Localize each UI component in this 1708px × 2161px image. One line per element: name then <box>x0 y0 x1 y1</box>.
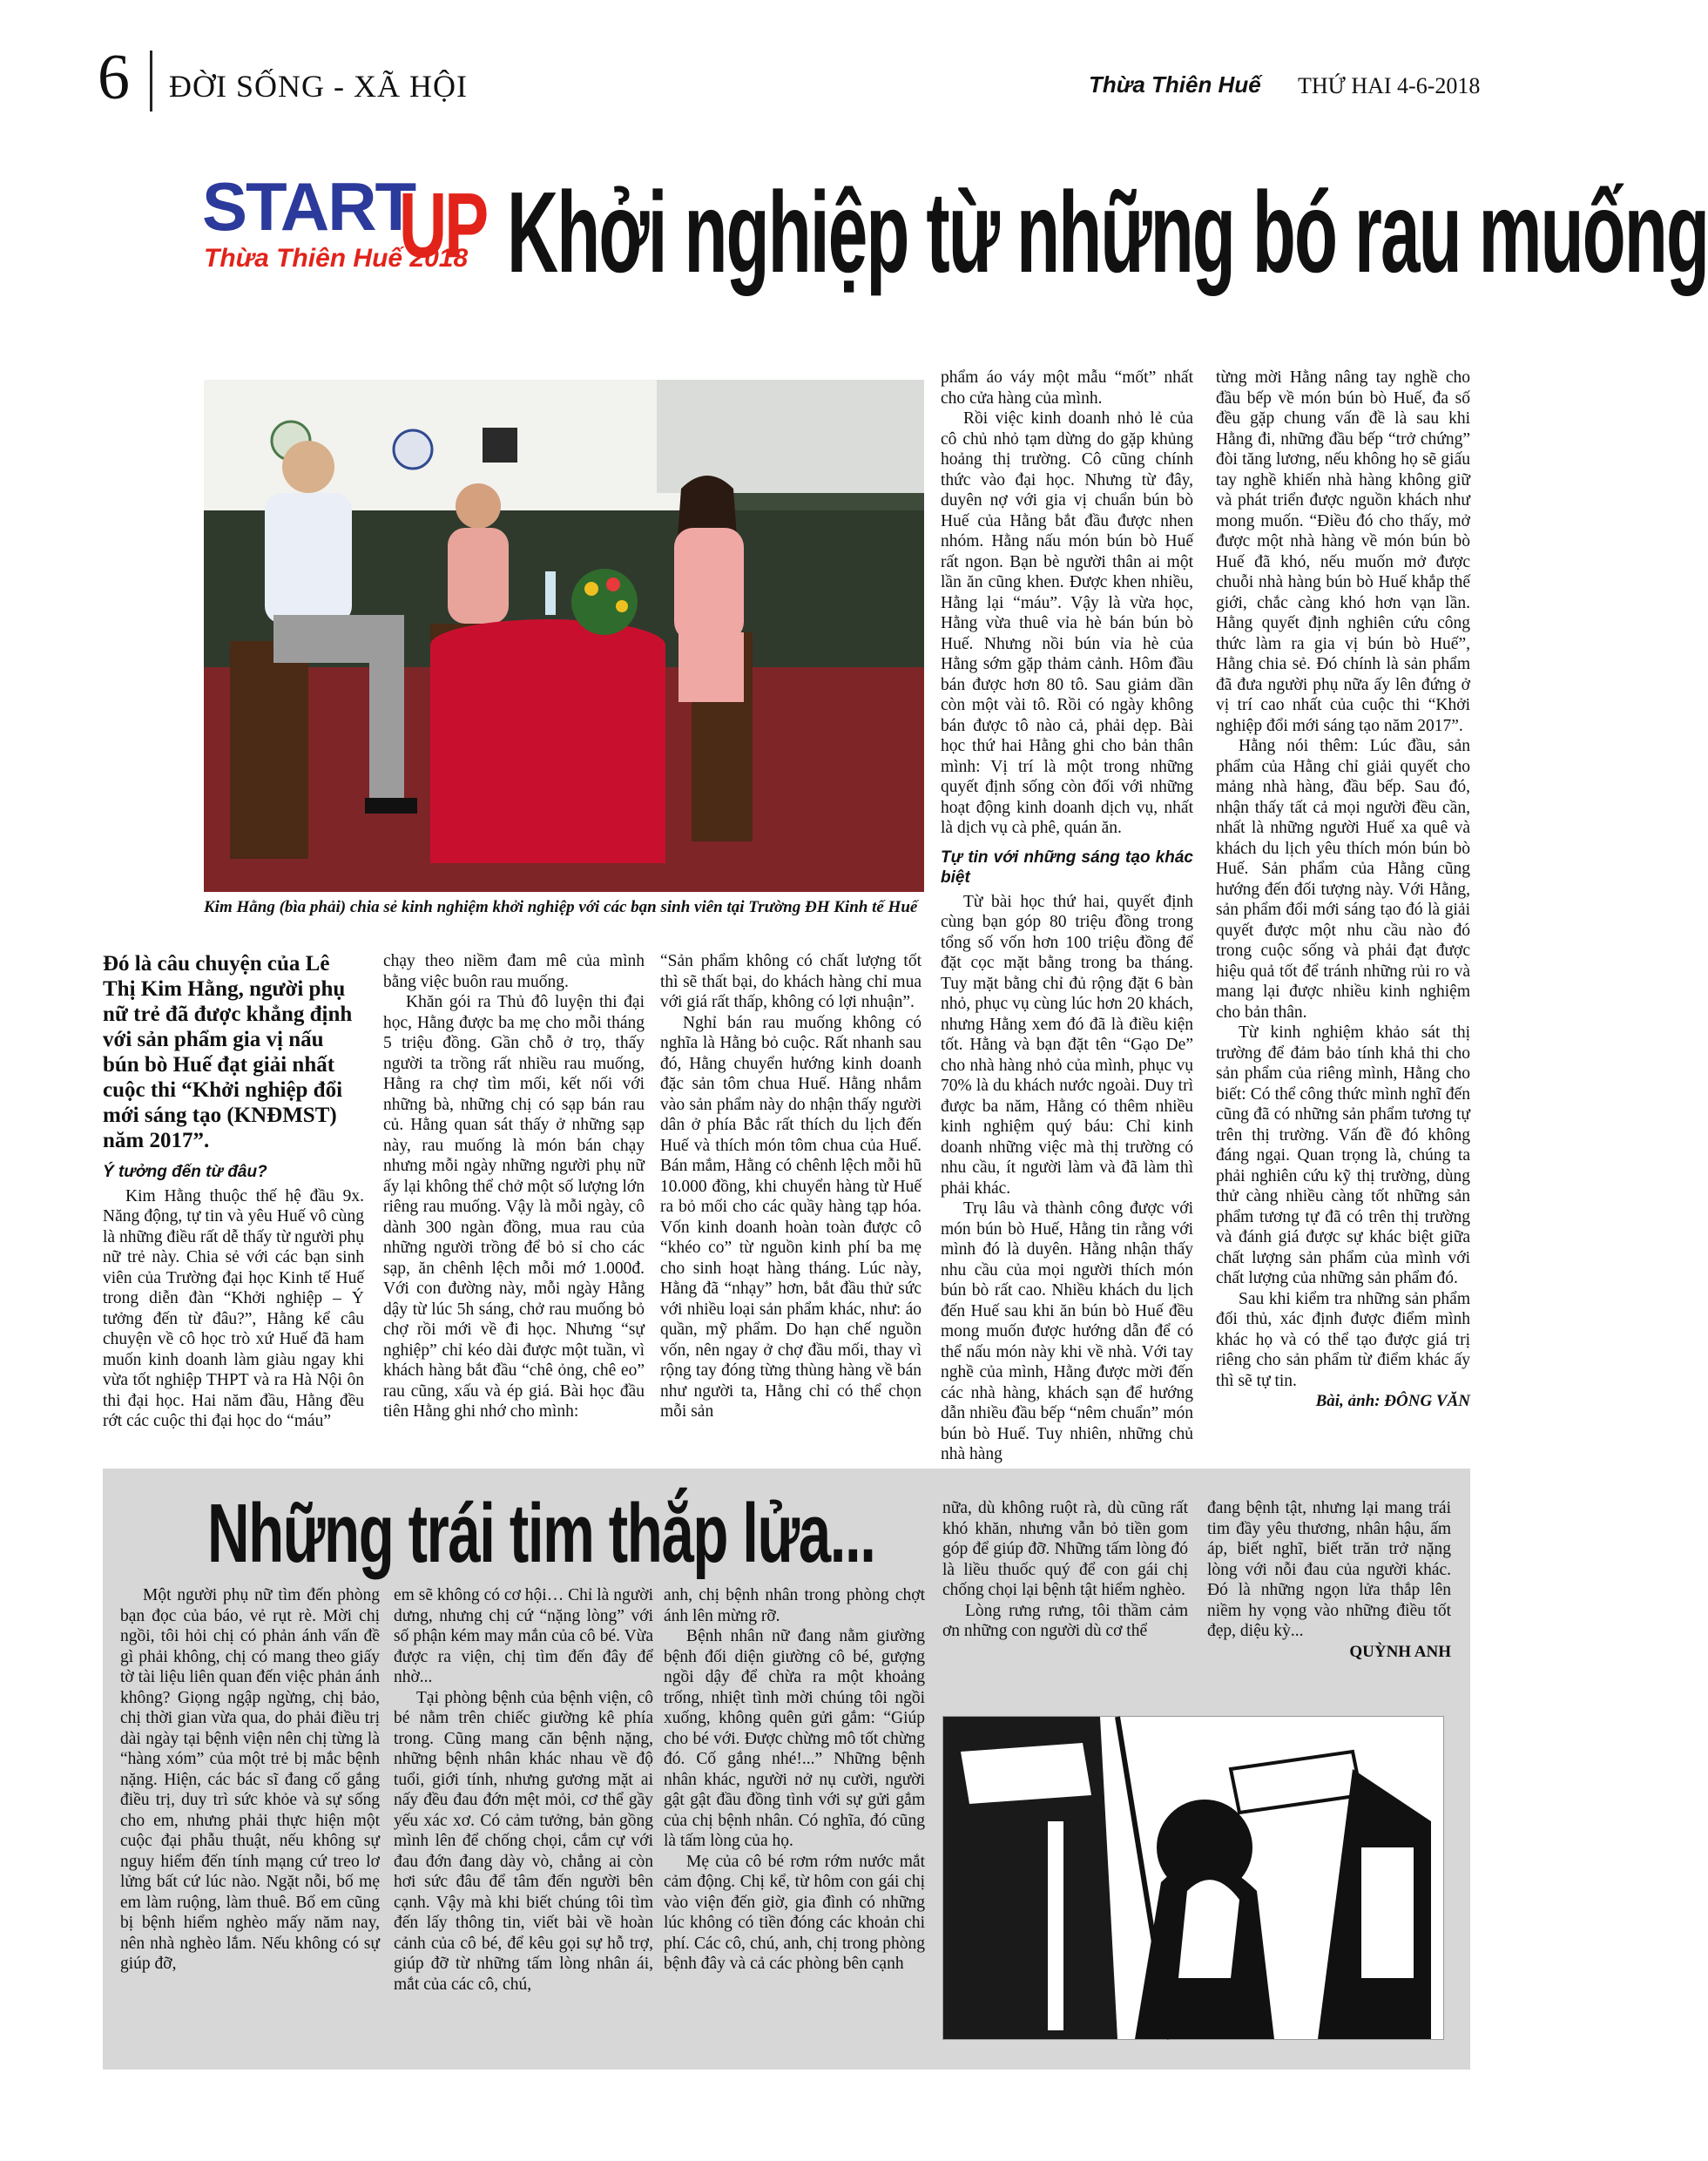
article-column-5 <box>1216 368 1470 1412</box>
issue-date: THỨ HAI 4-6-2018 <box>1298 73 1481 98</box>
sidebar-article-headline: Những trái tim thắp lửa... <box>207 1487 875 1580</box>
sidebar-column-1 <box>120 1585 380 1975</box>
sidebar-column-4 <box>942 1498 1188 1642</box>
paragraph: chạy theo niềm đam mê của mình bằng việc buôn rau muống. <box>383 952 645 991</box>
paragraph: Rồi việc kinh doanh nhỏ lẻ của cô chủ nhỏ tạm dừng do gặp khủng hoảng thị trường. Cô cũng chính thức vào đại học. Nhưng từ đây, duyên nợ với gia vị chuẩn bún bò Huế của Hằng bắt đầu được nhen nhóm. Hằng nấu món bún bò Huế rất ngon. Bạn bè người thân ai một lần ăn cũng khen. Được khen nhiều, Hằng lại “máu”. Vậy là vừa học, Hằng vừa thuê vỉa hè bán bún bò Huế. Nhưng nồi bún vỉa hè của Hằng sớm gặp thảm cảnh. Hôm đầu bán được hơn 80 tô. Sau giảm dần còn một vài tô. Rồi có ngày không bán được tô nào cả, phải dẹp. Bài học thứ hai Hằng ghi cho bản thân mình: Vị trí là một trong những quyết định sống còn đối với những hoạt động kinh doanh dịch vụ, nhất là dịch vụ cà phê, quán ăn. <box>941 409 1193 837</box>
paragraph: từng mời Hằng nâng tay nghề cho đầu bếp về món bún bò Huế, đa số đều gặp chung vấn đề là sau khi Hằng đi, những đầu bếp “trở chứng” đòi tăng lương, nếu không họ sẽ giấu tay nghề khiến nhà hàng không giữ và phát triển được nguồn khách như mong muốn. “Điều đó cho thấy, mở được một nhà hàng về món bún bò Huế đã khó, nếu muốn mở được chuỗi nhà hàng bún bò Huế khắp thế giới, chắc càng khó hơn vạn lần. Hằng quyết định nghiên cứu công thức làm ra gia vị bún bò Huế”, Hằng chia sẻ. Đó chính là sản phẩm đã đưa người phụ nữa ấy lên đứng ở vị trí cao nhất của cuộc thi “Khởi nghiệp đổi mới sáng tạo năm 2017”. <box>1216 368 1470 735</box>
header-divider <box>150 51 152 111</box>
startup-logo-up: UP <box>399 174 487 277</box>
paragraph: Trụ lâu và thành công được với món bún bò Huế, Hằng tin rằng với mình đó là duyên. Hằng nhận thấy nhu cầu của mọi người thích món bún bò rất cao. Nhiều khách du lịch đến Huế sau khi ăn bún bò Huế đều mong muốn được hướng dẫn để có thể nấu món này khi về nhà. Với tay nghề của mình, Hằng được mời đến các nhà hàng, khách sạn để hướng dẫn nhiều đầu bếp “nêm chuẩn” món bún bò Huế. Tuy nhiên, những chủ nhà hàng <box>941 1199 1193 1463</box>
paragraph: em sẽ không có cơ hội… Chỉ là người dưng, nhưng chị cứ “nặng lòng” với số phận kém may mắn của cô bé. Vừa được ra viện, chị tìm đến đây để nhờ... <box>394 1586 653 1686</box>
subheading: Ý tưởng đến từ đâu? <box>103 1163 267 1181</box>
paragraph: nữa, dù không ruột rà, dù cũng rất khó khăn, nhưng vẫn bỏ tiền gom góp để giúp đỡ. Những tấm lòng đó là liều thuốc quý để con gái chị chống chọi lại bệnh tật hiểm nghèo. <box>942 1499 1188 1599</box>
paragraph: Bệnh nhân nữ đang nằm giường bệnh đối diện giường cô bé, gượng ngồi dậy để chừa ra một khoảng trống, nhiệt tình mời chúng tôi ngồi xuống, không quên gửi gắm: “Giúp cho bé với. Được chừng mô tốt chừng đó. Cố gắng nhé!...” Những bệnh nhân khác, người nở nụ cười, người gật gật đầu đồng tình với sự gửi gắm của chị bệnh nhân. Có nghĩa, đó cũng là tấm lòng của họ. <box>664 1627 925 1850</box>
startup-logo-subtitle: Thừa Thiên Huế 2018 <box>204 244 469 273</box>
paragraph: Từ kinh nghiệm khảo sát thị trường để đảm bảo tính khả thi cho sản phẩm của riêng mình, Hằng cho biết: Có thể công thức mình nghĩ đến cũng đã có những sản phẩm tương tự trên thị trường. Vấn đề đó không đáng ngại. Quan trọng là, chúng ta phải nghiên cứu kỹ thị trường, dùng thử càng nhiều càng tốt những sản phẩm tương tự đã có trên thị trường và đánh giá được sự khác biệt giữa chất lượng sản phẩm của mình với chất lượng của những sản phẩm đó. <box>1216 1023 1470 1287</box>
article-lead: Đó là câu chuyện của Lê Thị Kim Hằng, người phụ nữ trẻ đã được khẳng định với sản phẩm gia vị nấu bún bò Huế đạt giải nhất cuộc thi “Khởi nghiệp đổi mới sáng tạo (KNĐMST) năm 2017”. <box>103 952 353 1152</box>
article-byline: Bài, ảnh: ĐÔNG VĂN <box>1315 1392 1470 1410</box>
paragraph: Tại phòng bệnh của bệnh viện, cô bé nằm trên chiếc giường kê phía trong. Cũng mang căn bệnh nặng, những bệnh nhân khác nhau về độ tuổi, giới tính, nhưng gương mặt ai nấy đều đau đớn mệt mỏi, cơ thể gầy yếu xác xơ. Có cảm tưởng, bản gồng mình lên để chống chọi, cắm cự với đau đớn đang dày vò, chẳng ai còn hơi sức đâu để tâm đến người bên cạnh. Vậy mà khi biết chúng tôi tìm đến lấy thông tin, viết bài về hoàn cảnh của cô bé, để kêu gọi sự hỗ trợ, giúp đỡ từ những tấm lòng nhân ái, mắt của các cô, chú, <box>394 1688 653 1994</box>
sidebar-column-3 <box>664 1585 925 1975</box>
paragraph: “Sản phẩm không có chất lượng tốt thì sẽ thất bại, do khách hàng chỉ mua với giá rất thấp, không có lợi nhuận”. <box>660 952 922 1011</box>
paragraph: anh, chị bệnh nhân trong phòng chợt ánh lên mừng rỡ. <box>664 1586 925 1625</box>
article-column-3 <box>660 951 922 1422</box>
sidebar-column-2 <box>394 1585 653 1995</box>
section-title: ĐỜI SỐNG - XÃ HỘI <box>169 69 468 104</box>
article-headline: Khởi nghiệp từ những bó rau muống <box>507 168 1708 296</box>
paragraph: Kim Hằng thuộc thế hệ đầu 9x. Năng động, tự tin và yêu Huế vô cùng là những điều rất dễ thấy từ người phụ nữ trẻ này. Chia sẻ với các bạn sinh viên của Trường đại học Kinh tế Huế trong diễn đàn “Khởi nghiệp – Ý tưởng đến từ đâu?”, Hằng kể câu chuyện về cô học trò xứ Huế đã ham muốn kinh doanh làm giàu ngay khi vừa tốt nghiệp THPT và ra Hà Nội ôn thi đại học. Hai năm đầu, Hằng đều rớt các cuộc thi đại học do “máu” <box>103 1186 364 1430</box>
sidebar-column-5 <box>1207 1498 1451 1662</box>
paragraph: Một người phụ nữ tìm đến phòng bạn đọc của báo, vẻ rụt rè. Mời chị ngồi, tôi hỏi chị có phản ánh vấn đề gì phải không, chị có mang theo giấy tờ tài liệu liên quan đến việc phản ánh không? Giọng ngập ngừng, chị bảo, chị thời gian vừa qua, do phải điều trị dài ngày tại bệnh viện nên chị từng là “hàng xóm” của một trẻ bị mắc bệnh nặng. Hiện, các bác sĩ đang cố gắng điều trị, duy trì sức khỏe và sự sống cho em, nhưng phải thực hiện một cuộc đại phẫu thuật, nếu không sự nguy hiểm đến tính mạng cứ treo lơ lửng bất cứ lúc nào. Ngặt nỗi, bố mẹ em làm ruộng, làm thuê. Bố em cũng bị bệnh hiểm nghèo mấy năm nay, nên nhà nghèo lắm. Nếu không có sự giúp đỡ, <box>120 1586 380 1973</box>
paragraph: Khăn gói ra Thủ đô luyện thi đại học, Hằng được ba mẹ cho mỗi tháng 5 triệu đồng. Gần chỗ ở trọ, thấy người ta trồng rất nhiều rau muống, Hằng ra chợ tìm mối, kết nối với những bà, những chị có sạp bán rau củ. Hằng quan sát thấy ở những sạp này, rau muống là món bán chạy nhưng mỗi ngày những người phụ nữ ấy lại không thể chở một số lượng lớn riêng rau muống. Vậy là mỗi ngày, cô dành 300 ngàn đồng, mua rau của những người trồng để bỏ sỉ cho các sạp, ăn chênh lệch mỗi mớ 1.000đ. Với con đường này, mỗi ngày Hằng dậy từ lúc 5h sáng, chở rau muống bỏ chợ rồi mới về đi học. Nhưng “sự nghiệp” chỉ kéo dài được một tuần, vì khách hàng bắt đầu “chê ỏng, chê eo” rau cũng, xấu và ép giá. Bài học đầu tiên Hằng ghi nhớ cho mình: <box>383 993 645 1421</box>
page-number: 6 <box>98 42 130 113</box>
article-photo <box>204 380 924 892</box>
photo-caption: Kim Hằng (bìa phải) chia sẻ kinh nghiệm khởi nghiệp với các bạn sinh viên tại Trường ĐH Kinh tế Huế <box>204 898 918 916</box>
newspaper-name: Thừa Thiên Huế <box>1089 71 1261 98</box>
article-column-1 <box>103 951 364 1432</box>
startup-logo-start: START <box>202 168 415 245</box>
paragraph: đang bệnh tật, nhưng lại mang trái tim đầy yêu thương, nhân hậu, ấm áp, biết nghĩ, biết trăn trở nặng lòng với nỗi đau của người khác. Đó là những ngọn lửa thắp lên niềm hy vọng vào những điều tốt đẹp, diệu kỳ... <box>1207 1499 1451 1640</box>
paragraph: Mẹ của cô bé rơm rớm nước mắt cảm động. Chị kể, từ hôm con gái chị vào viện đến giờ, gia đình có những lúc không có tiền đóng các khoản chi phí. Các cô, chú, anh, chị trong phòng bệnh đây và cả các phòng bên cạnh <box>664 1852 925 1973</box>
sidebar-illustration <box>942 1716 1444 2040</box>
paragraph: Sau khi kiểm tra những sản phẩm đối thủ, xác định được điểm mình khác họ và có thể tạo được giá trị riêng cho sản phẩm từ điểm khác ấy thì sẽ tự tin. <box>1216 1289 1470 1390</box>
paragraph: Từ bài học thứ hai, quyết định cùng bạn góp 80 triệu đồng trong tổng số vốn hơn 100 triệu đồng để đặt cọc mặt bằng trong ba tháng. Tuy mặt bằng chỉ đủ rộng đặt 6 bàn nhỏ, phục vụ cùng lúc hơn 20 khách, nhưng Hằng xem đó đã là điều kiện tốt. Hằng và bạn đặt tên “Gạo De” cho nhà hàng nhỏ của mình, phục vụ 70% là du khách nước ngoài. Duy trì được ba năm, Hằng có thêm nhiều kinh nghiệm quý báu: Chỉ kinh doanh những việc mà thị trường có nhu cầu, ít người làm và đã làm thì phải khác. <box>941 892 1193 1198</box>
paragraph: Nghỉ bán rau muống không có nghĩa là Hằng bỏ cuộc. Rất nhanh sau đó, Hằng chuyển hướng kinh doanh đặc sản tôm chua Huế. Hằng nhắm vào sản phẩm này do nhận thấy người dân ở phía Bắc rất thích du lịch đến Huế và thích món tôm chua của Huế. Bán mắm, Hằng có chênh lệch mỗi hũ 10.000 đồng, khi chuyển hàng từ Huế ra bỏ mối cho các quầy hàng tạp hóa. Vốn kinh doanh hoàn toàn được cô “khéo co” từ nguồn kinh phí ba mẹ cho sinh hoạt hàng tháng. Lúc này, Hằng đã “nhạy” hơn, bắt đầu thử sức với nhiều loại sản phẩm khác, như: áo quần, mỹ phẩm. Do hạn chế nguồn vốn, nên ngay ở chợ đầu mối, thay vì rộng tay đóng từng thùng hàng về bán như người ta, Hằng chỉ có thể chọn mỗi sản <box>660 1013 922 1421</box>
paragraph: Hằng nói thêm: Lúc đầu, sản phẩm của Hằng chỉ giải quyết cho mảng nhà hàng, đầu bếp. Sau đó, nhận thấy tất cả mọi người đều cần, nhất là những người Huế xa quê và khách du lịch yêu thích món bún bò Huế. Sản phẩm của Hằng cũng hướng đến đối tượng này. Với Hằng, sản phẩm đổi mới sáng tạo đó là giải quyết được một nhu cầu nào đó trong cuộc sống và phải đạt được hiệu quả tốt để tránh những rủi ro và mang lại được nhiều kinh nghiệm cho bản thân. <box>1216 737 1470 1022</box>
article-column-4 <box>941 368 1193 1465</box>
sidebar-author: QUỲNH ANH <box>1349 1642 1451 1661</box>
subheading: Tự tin với những sáng tạo khác biệt <box>941 848 1193 887</box>
paragraph: phẩm áo váy một mẫu “mốt” nhất cho cửa hàng của mình. <box>941 368 1193 408</box>
article-column-2 <box>383 951 645 1422</box>
paragraph: Lòng rưng rưng, tôi thầm cảm ơn những con người dù cơ thể <box>942 1601 1188 1640</box>
